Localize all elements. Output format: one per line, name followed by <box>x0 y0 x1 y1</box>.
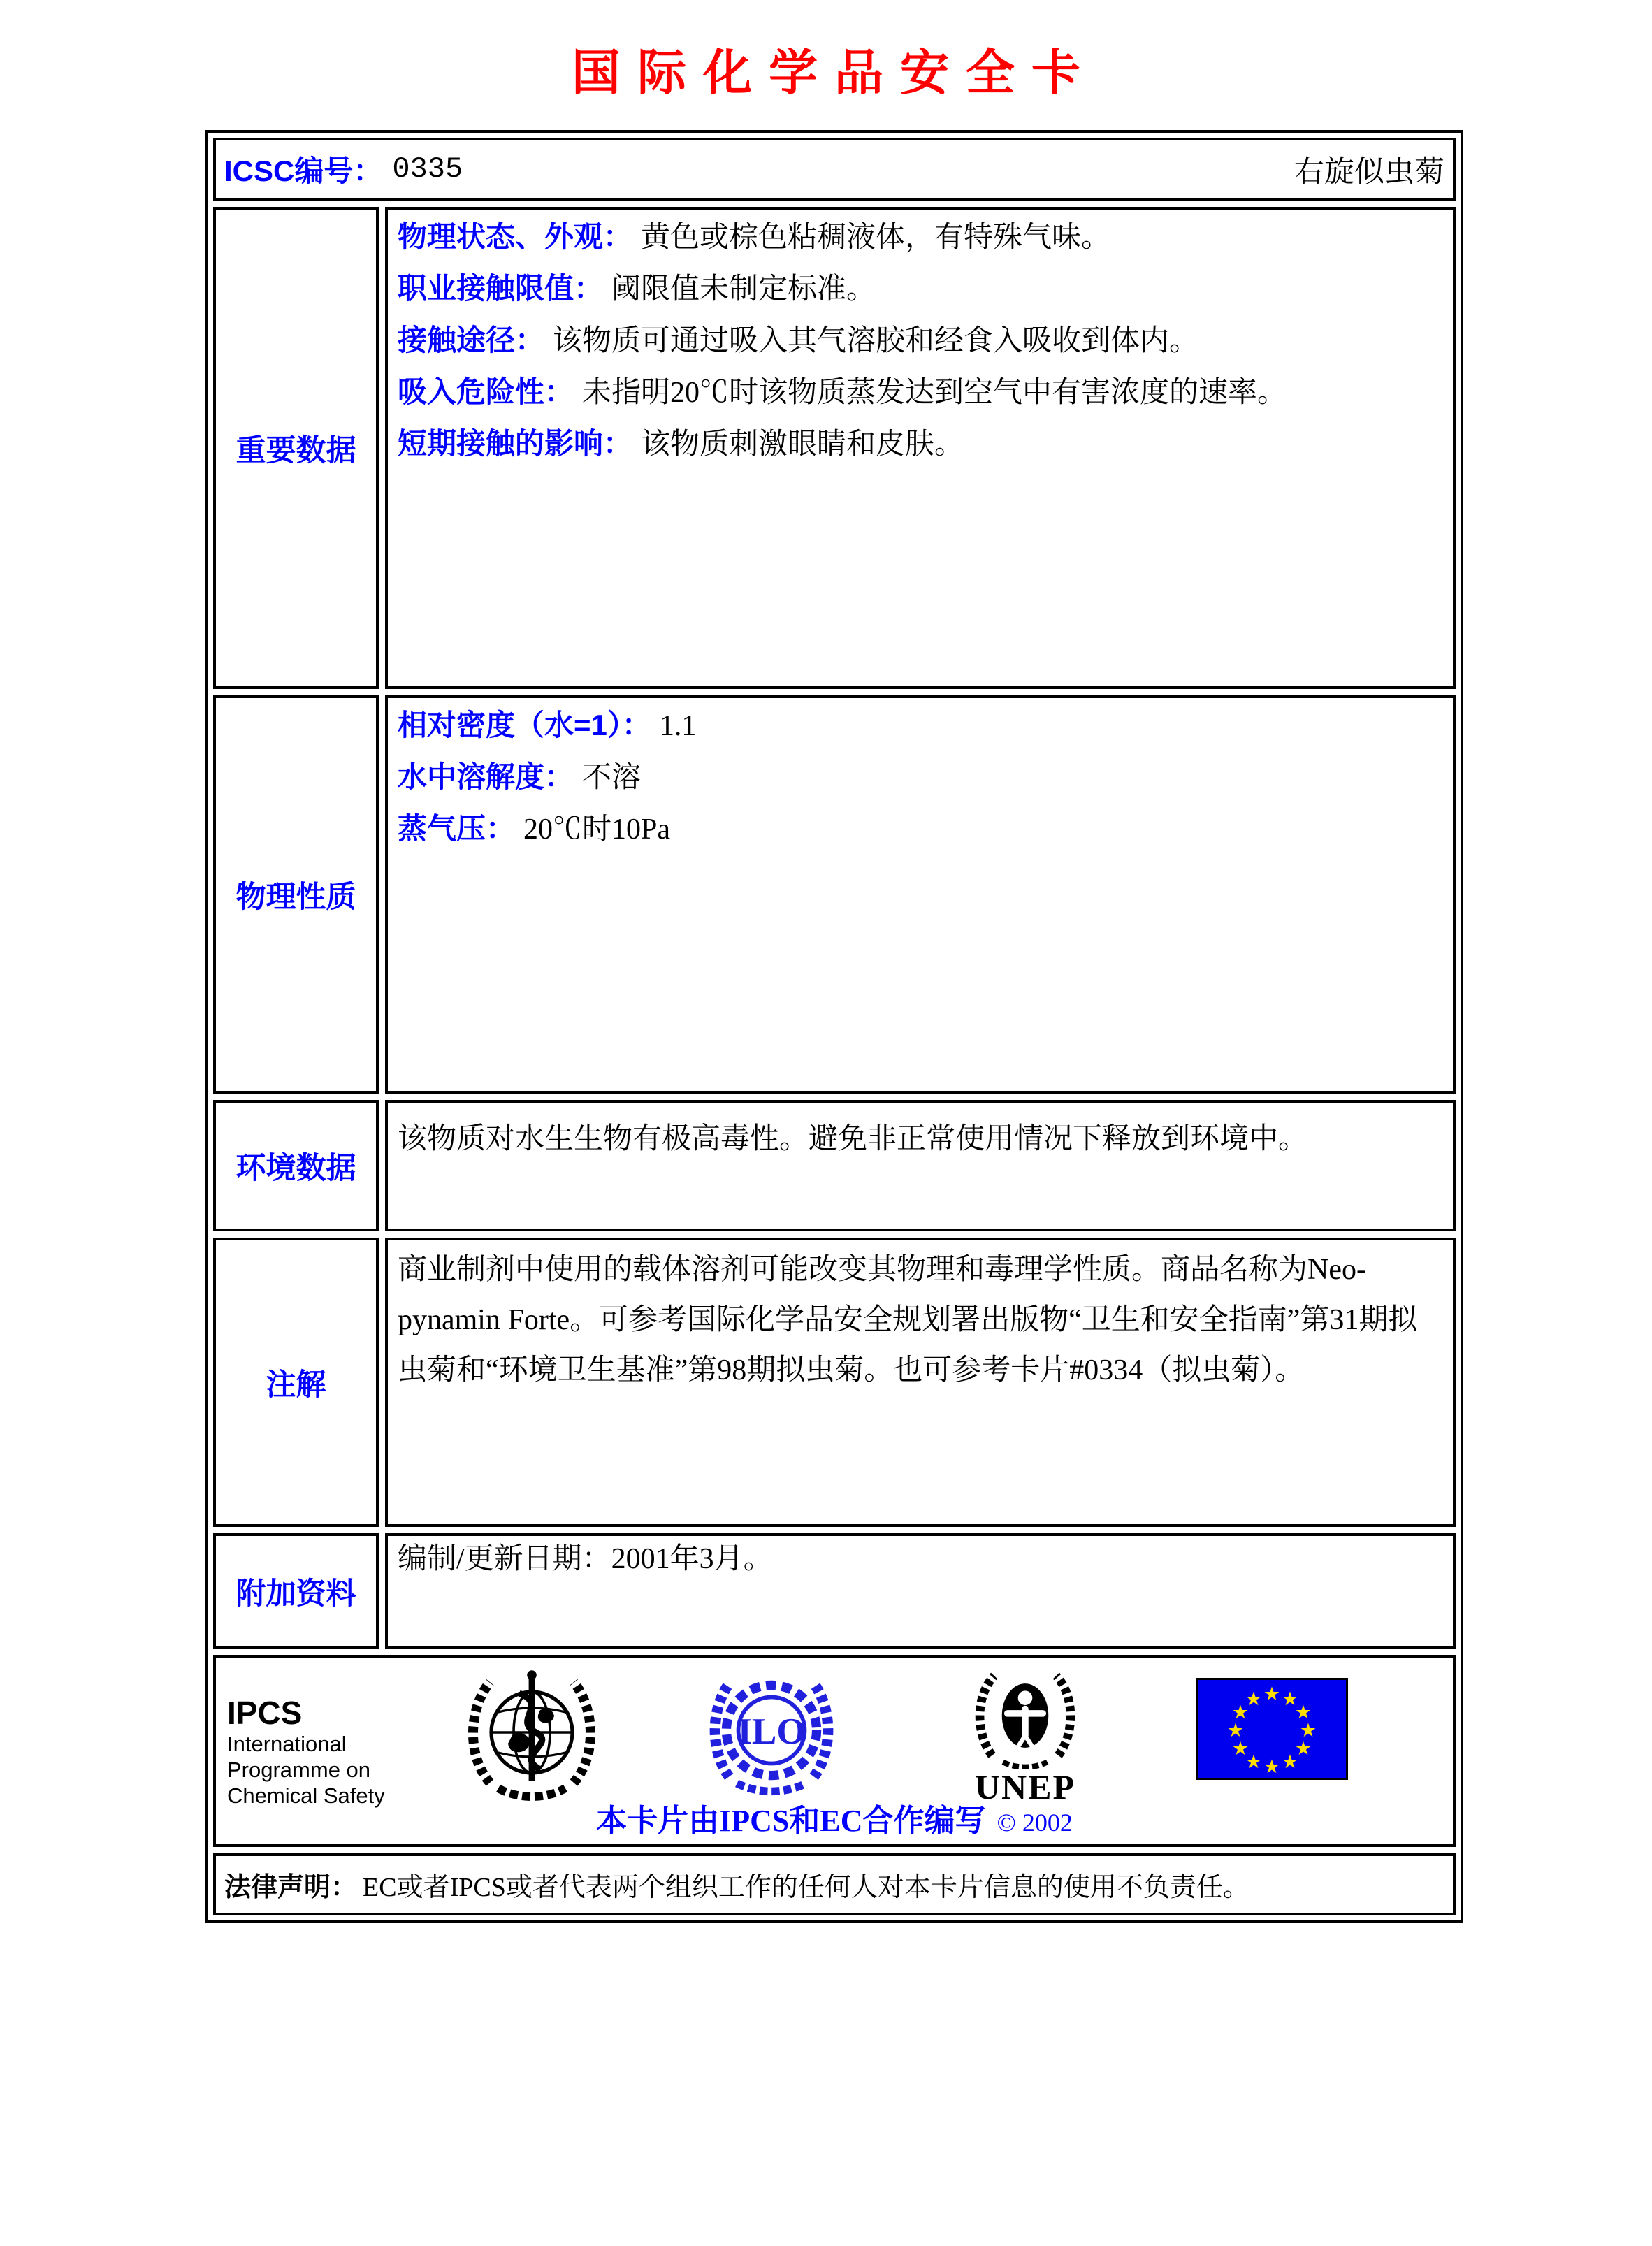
kv-key: 水中溶解度： <box>398 760 574 793</box>
kv-line <box>398 761 1443 794</box>
section-environmental-data <box>213 1100 1456 1231</box>
section-physical-properties <box>213 695 1456 1094</box>
section-label-text: 注解 <box>266 1368 326 1402</box>
ipcs-title: IPCS <box>227 1695 303 1731</box>
kv-line <box>398 324 1443 357</box>
eu-star-icon: ★ <box>1299 1720 1317 1741</box>
kv-value: 黄色或棕色粘稠液体，有特殊气味。 <box>641 222 1111 254</box>
eu-star-icon: ★ <box>1281 1688 1299 1710</box>
ilo-logo-icon <box>705 1664 838 1797</box>
page-title: 国际化学品安全卡 <box>572 47 1097 101</box>
legal-row <box>213 1853 1456 1915</box>
kv-value: 2001年3月。 <box>611 1543 773 1575</box>
kv-value: 不溶 <box>582 762 642 794</box>
kv-value: 该物质可通过吸入其气溶胶和经食入吸收到体内。 <box>553 325 1199 357</box>
section-label-text: 环境数据 <box>236 1151 356 1185</box>
section-label-additional-info <box>213 1533 379 1649</box>
section-important-data <box>213 207 1456 689</box>
unep-logo-icon <box>969 1662 1081 1769</box>
section-label-notes <box>213 1238 379 1527</box>
unep-logo-block <box>955 1662 1095 1805</box>
copyright-text: © 2002 <box>997 1809 1073 1836</box>
section-content-additional-info <box>385 1533 1456 1649</box>
kv-key: 编制/更新日期： <box>398 1543 611 1575</box>
kv-line <box>398 428 1443 461</box>
section-label-text: 附加资料 <box>236 1577 356 1611</box>
section-paragraph: 该物质对水生生物有极高毒性。避免非正常使用情况下释放到环境中。 <box>398 1123 1308 1155</box>
section-label-environmental-data <box>213 1100 379 1231</box>
section-label-important-data <box>213 207 379 689</box>
kv-value: 未指明20℃时该物质蒸发达到空气中有害浓度的速率。 <box>582 377 1287 409</box>
footer-logos-cell <box>213 1655 1456 1847</box>
legal-cell <box>213 1853 1456 1915</box>
kv-key: 物理状态、外观： <box>398 220 633 253</box>
footer-logos-row <box>213 1655 1456 1847</box>
header-cell <box>213 138 1456 201</box>
legal-label: 法律声明： <box>224 1873 358 1902</box>
unep-logo-text: UNEP <box>974 1767 1076 1806</box>
kv-key: 吸入危险性： <box>398 375 574 408</box>
ipcs-subtitle-line: International <box>227 1732 347 1756</box>
section-label-physical-properties <box>213 695 379 1094</box>
credit-line <box>216 1795 1453 1840</box>
icsc-number-label: ICSC编号： <box>224 154 383 187</box>
section-content-important-data <box>385 207 1456 689</box>
section-content-notes <box>385 1238 1456 1527</box>
kv-key: 职业接触限值： <box>398 272 604 305</box>
kv-key: 接触途径： <box>398 324 545 356</box>
kv-line <box>398 273 1443 305</box>
credit-text: 本卡片由IPCS和EC合作编写 <box>596 1804 986 1838</box>
header-row <box>213 138 1456 201</box>
legal-text: EC或者IPCS或者代表两个组织工作的任何人对本卡片信息的使用不负责任。 <box>363 1873 1249 1902</box>
eu-star-icon: ★ <box>1263 1683 1281 1705</box>
kv-line <box>398 1543 1443 1575</box>
section-paragraph: 商业制剂中使用的载体溶剂可能改变其物理和毒理学性质。商品名称为Neo-pynamin Forte。可参考国际化学品安全规划署出版物“卫生和安全指南”第31期拟虫菊和“环境卫生基准”第98期拟虫菊。也可参考卡片#0334（拟虫菊）。 <box>398 1254 1418 1386</box>
kv-line <box>398 709 1443 742</box>
eu-star-icon: ★ <box>1263 1756 1281 1778</box>
eu-star-icon: ★ <box>1231 1702 1249 1723</box>
eu-star-icon: ★ <box>1226 1720 1245 1741</box>
section-notes <box>213 1238 1456 1527</box>
kv-key: 短期接触的影响： <box>398 427 633 460</box>
eu-star-icon: ★ <box>1245 1751 1263 1773</box>
chemical-name: 右旋似虫菊 <box>1294 155 1444 189</box>
kv-key: 相对密度（水=1）： <box>398 709 651 741</box>
kv-line <box>398 376 1443 409</box>
section-content-physical-properties <box>385 695 1456 1094</box>
kv-key: 蒸气压： <box>398 812 516 845</box>
kv-line <box>398 221 1443 254</box>
eu-star-icon: ★ <box>1245 1688 1263 1710</box>
kv-value: 该物质刺激眼睛和皮肤。 <box>641 428 964 461</box>
icsc-number-group <box>224 148 463 190</box>
section-label-text: 重要数据 <box>236 433 356 468</box>
section-label-text: 物理性质 <box>236 880 356 914</box>
kv-value: 1.1 <box>659 710 697 742</box>
eu-star-icon: ★ <box>1294 1702 1312 1723</box>
ipcs-text-block <box>227 1695 385 1809</box>
who-logo-icon <box>462 1662 602 1802</box>
kv-value: 20℃时10Pa <box>523 813 671 846</box>
eu-star-icon: ★ <box>1281 1751 1299 1773</box>
kv-line <box>398 813 1443 846</box>
eu-star-icon: ★ <box>1231 1738 1249 1760</box>
kv-value: 阈限值未制定标准。 <box>611 273 876 305</box>
ilo-logo-text: ILO <box>737 1711 806 1752</box>
icsc-number-value: 0335 <box>392 152 463 186</box>
icsc-card-table <box>205 130 1463 1923</box>
eu-star-icon: ★ <box>1294 1738 1312 1760</box>
eu-flag-icon <box>1196 1678 1348 1780</box>
section-additional-info <box>213 1533 1456 1649</box>
section-content-environmental-data <box>385 1100 1456 1231</box>
ipcs-subtitle-line: Chemical Safety <box>227 1783 385 1808</box>
ipcs-subtitle-line: Programme on <box>227 1758 371 1782</box>
